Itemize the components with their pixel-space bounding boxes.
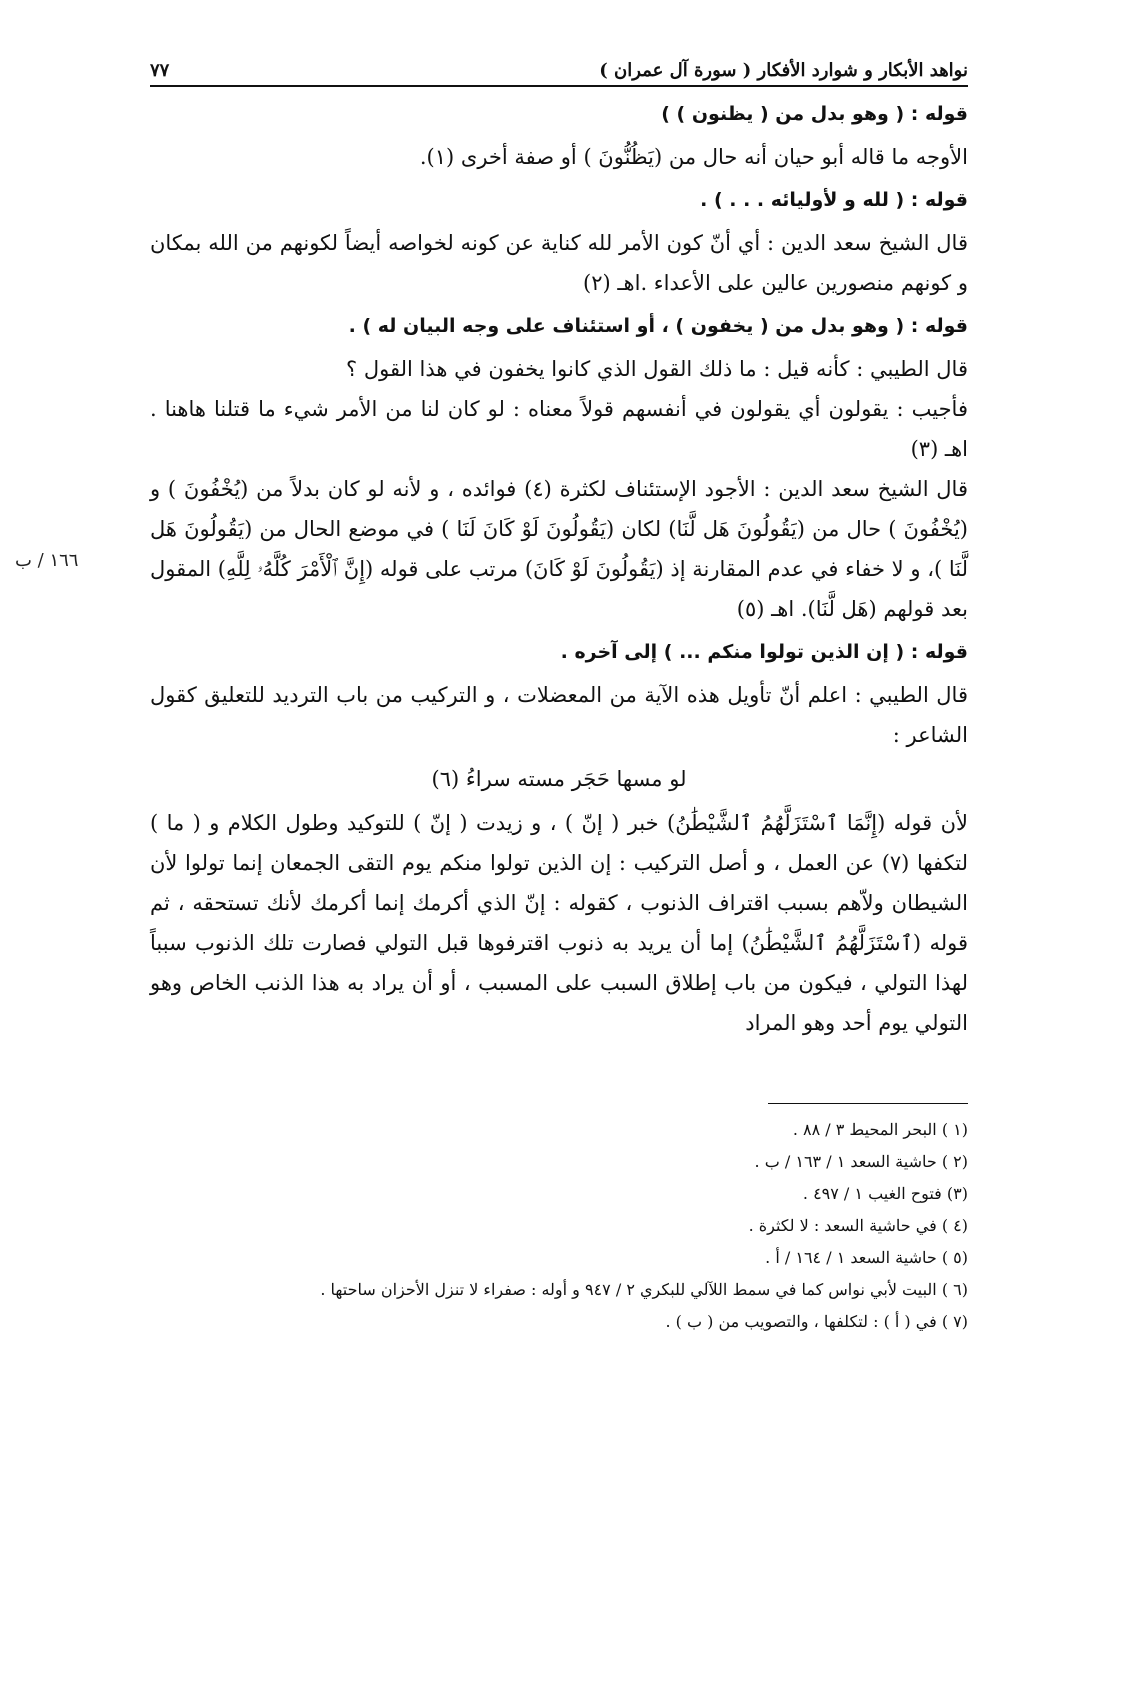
- poetry-verse: لو مسها حَجَر مسته سراءُ (٦): [431, 767, 687, 791]
- paragraph: قال الطيبي : كأنه قيل : ما ذلك القول الذي كانوا يخفون في هذا القول ؟: [346, 357, 968, 381]
- paragraph: فأجيب : يقولون أي يقولون في أنفسهم قولاً معناه : لو كان لنا من الأمر شيء ما قتلنا هاهنا . اهـ (٣): [150, 397, 968, 461]
- paragraph: قال الطيبي : اعلم أنّ تأويل هذه الآية من المعضلات ، و التركيب من باب الترديد للتعليق كقول الشاعر :: [150, 683, 968, 747]
- footnote: (٢ ) حاشية السعد ١ / ١٦٣ / ب .: [754, 1152, 968, 1171]
- footnote: (٣) فتوح الغيب ١ / ٤٩٧ .: [802, 1184, 968, 1203]
- footnote: (٥ ) حاشية السعد ١ / ١٦٤ / أ .: [765, 1248, 968, 1267]
- footnote: (٦ ) البيت لأبي نواس كما في سمط اللآلي للبكري ٢ / ٩٤٧ و أوله : صفراء لا تنزل الأحزان ساحتها .: [320, 1280, 968, 1299]
- footnote: (٤ ) في حاشية السعد : لا لكثرة .: [748, 1216, 968, 1235]
- heading-qawluhu-2: قوله : ( لله و لأوليائه . . . ) .: [700, 189, 968, 211]
- main-text: [150, 97, 968, 1043]
- footnote: (٧ ) في ( أ ) : لتكلفها ، والتصويب من ( ب ) .: [665, 1312, 968, 1331]
- header-title: نواهد الأبكار و شوارد الأفكار ( سورة آل عمران ): [599, 60, 968, 81]
- paragraph: الأوجه ما قاله أبو حيان أنه حال من (يَظُنُّونَ ) أو صفة أخرى (١).: [419, 145, 968, 169]
- footnote: (١ ) البحر المحيط ٣ / ٨٨ .: [792, 1120, 968, 1139]
- heading-qawluhu-3: قوله : ( وهو بدل من ( يخفون ) ، أو استئناف على وجه البيان له ) .: [348, 315, 968, 337]
- heading-qawluhu-4: قوله : ( إن الذين تولوا منكم ... ) إلى آخره .: [560, 641, 968, 663]
- running-header: [150, 60, 968, 87]
- paragraph: قال الشيخ سعد الدين : الأجود الإستئناف لكثرة (٤) فوائده ، و لأنه لو كان بدلاً من (يُخْفُونَ ) و (يُخْفُونَ ) حال من (يَقُولُونَ هَل لَّنَا) لكان (يَقُولُونَ لَوْ كَانَ لَنَا ) في موضع الحال من (يَقُولُونَ هَل لَّنَا )، و لا خفاء في عدم المقارنة إذ (يَقُولُونَ لَوْ كَانَ) مرتب على قوله (إِنَّ ٱلْأَمْرَ كُلَّهُۥ لِلَّهِ) المقول بعد قولهم (هَل لَّنَا). اهـ (٥): [150, 477, 968, 621]
- heading-qawluhu-1: قوله : ( وهو بدل من ( يظنون ) ): [661, 103, 968, 125]
- footnotes: [150, 1114, 968, 1338]
- page-number: ٧٧: [150, 60, 170, 81]
- footnote-separator: [768, 1103, 968, 1104]
- page: [150, 60, 968, 1338]
- paragraph: لأن قوله (إِنَّمَا ٱسْتَزَلَّهُمُ ٱلشَّيْطَٰنُ) خبر ( إنّ ) ، و زيدت ( إنّ ) للتوكيد وطول الكلام و ( ما ) لتكفها (٧) عن العمل ، و أصل التركيب : إن الذين تولوا منكم يوم التقى الجمعان إنما تولوا لأن الشيطان ولاّهم بسبب اقتراف الذنوب ، كقوله : إنّ الذي أكرمك إنما أكرمك لأنك تستحقه ، ثم قوله (ٱسْتَزَلَّهُمُ ٱلشَّيْطَٰنُ) إما أن يريد به ذنوب اقترفوها قبل التولي فصارت تلك الذنوب سبباً لهذا التولي ، فيكون من باب إطلاق السبب على المسبب ، أو أن يراد به هذا الذنب الخاص وهو التولي يوم أحد وهو المراد: [150, 811, 968, 1035]
- paragraph: قال الشيخ سعد الدين : أي أنّ كون الأمر لله كناية عن كونه لخواصه أيضاً لكونهم من الله بمكان و كونهم منصورين عالين على الأعداء .اهـ (٢): [150, 231, 968, 295]
- margin-folio-note: ١٦٦ / ب: [15, 550, 79, 571]
